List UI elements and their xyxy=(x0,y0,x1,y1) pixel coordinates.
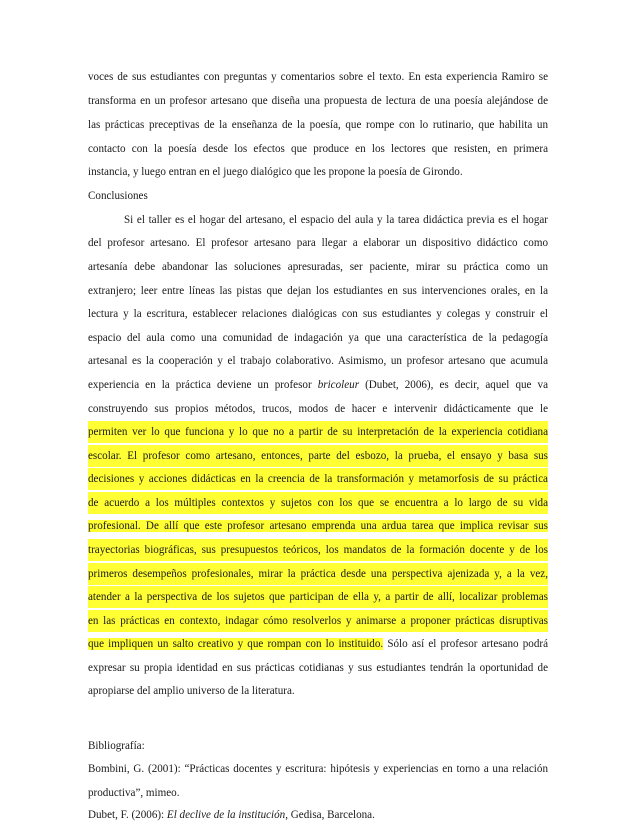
highlighted-line: en las prácticas en contexto, indagar cómo resolverlos y animarse a proponer prácticas disruptivas xyxy=(88,610,548,632)
paragraph-line: del profesor artesano. El profesor artesano para llegar a elaborar un dispositivo didáctico como xyxy=(88,237,548,249)
text-run: Sólo así el profesor artesano podrá xyxy=(383,638,548,650)
bibliography-entry: Bombini, G. (2001): “Prácticas docentes y escritura: hipótesis y experiencias en torno a una relación xyxy=(88,763,548,775)
highlighted-line: permiten ver lo que funciona y lo que no a partir de su interpretación de la experiencia cotidiana xyxy=(88,421,548,443)
paragraph-line xyxy=(88,374,548,396)
highlighted-line: primeros desempeños profesionales, mirar la práctica desde una perspectiva ajenizada y, a la vez, xyxy=(88,563,548,585)
section-heading-conclusiones: Conclusiones xyxy=(88,190,148,202)
paragraph-line: espacio del aula como una comunidad de indagación ya que una característica de la pedagogía xyxy=(88,332,548,344)
highlighted-line: de acuerdo a los múltiples contextos y sujetos con los que se encuentra a lo largo de su vida xyxy=(88,492,548,514)
text-run: (Dubet, 2006), es decir, aquel que va xyxy=(359,379,548,391)
paragraph-line: expresar su propia identidad en sus prácticas cotidianas y sus estudiantes tendrán la oportunidad de xyxy=(88,662,548,674)
highlighted-line xyxy=(88,515,548,537)
book-title: El declive de la institución xyxy=(166,809,286,821)
text-run: experiencia en la práctica deviene un profesor xyxy=(88,379,318,391)
highlighted-line: decisiones y acciones didácticas en la creencia de la transformación y metamorfosis de su práctica xyxy=(88,468,548,490)
highlighted-line: trayectorias biográficas, sus presupuestos teóricos, los mandatos de la formación docente y de los xyxy=(88,539,548,561)
highlighted-line: atender a la perspectiva de los sujetos que participan de ella y, a partir de allí, localizar problemas xyxy=(88,586,548,608)
paragraph-line: artesanal es la cooperación y el trabajo colaborativo. Asimismo, un profesor artesano que acumula xyxy=(88,355,548,367)
intro-line: las prácticas preceptivas de la enseñanza de la poesía, que rompe con lo rutinario, que habilita un xyxy=(88,119,548,131)
bibliography-entry-continuation: productiva”, mimeo. xyxy=(88,787,180,799)
intro-line: transforma en un profesor artesano que diseña una propuesta de lectura de una poesía alejándose de xyxy=(88,95,548,107)
paragraph-line: lectura y la escritura, establecer relaciones dialógicas con sus estudiantes y colegas y construir el xyxy=(88,308,548,320)
highlight-run: profesional. xyxy=(88,520,141,532)
italic-term: bricoleur xyxy=(317,379,360,391)
intro-line: voces de sus estudiantes con preguntas y comentarios sobre el texto. En esta experiencia Ramiro se xyxy=(88,71,548,83)
paragraph-line: artesanía debe abandonar las soluciones apresuradas, ser paciente, mirar su práctica como un xyxy=(88,261,548,273)
paragraph-line: construyendo sus propios métodos, trucos, modos de hacer e intervenir didácticamente que le xyxy=(88,403,548,415)
section-heading-bibliografia: Bibliografía: xyxy=(88,740,145,752)
text-run: Dubet, F. (2006): xyxy=(88,809,167,821)
highlight-run: De allí que este profesor artesano emprenda una ardua tarea que implica revisar sus xyxy=(140,520,548,532)
bibliography-entry xyxy=(88,804,548,826)
paragraph-line: apropiarse del amplio universo de la literatura. xyxy=(88,685,295,697)
paragraph-line: extranjero; leer entre líneas las pistas que dejan los estudiantes en sus intervenciones orales, en la xyxy=(88,285,548,297)
text-run: , Gedisa, Barcelona. xyxy=(285,809,375,821)
paragraph-line xyxy=(88,633,548,655)
intro-line: instancia, y luego entran en el juego dialógico que les propone la poesía de Girondo. xyxy=(88,166,463,178)
intro-line: contacto con la poesía desde los efectos que produce en los lectores que resisten, en primera xyxy=(88,143,548,155)
paragraph-line: Si el taller es el hogar del artesano, el espacio del aula y la tarea didáctica previa es el hogar xyxy=(124,214,548,226)
highlighted-line: escolar. El profesor como artesano, entonces, parte del esbozo, la prueba, el ensayo y basa sus xyxy=(88,445,548,467)
highlight-run: que impliquen un salto creativo y que rompan con lo instituido. xyxy=(88,638,384,650)
